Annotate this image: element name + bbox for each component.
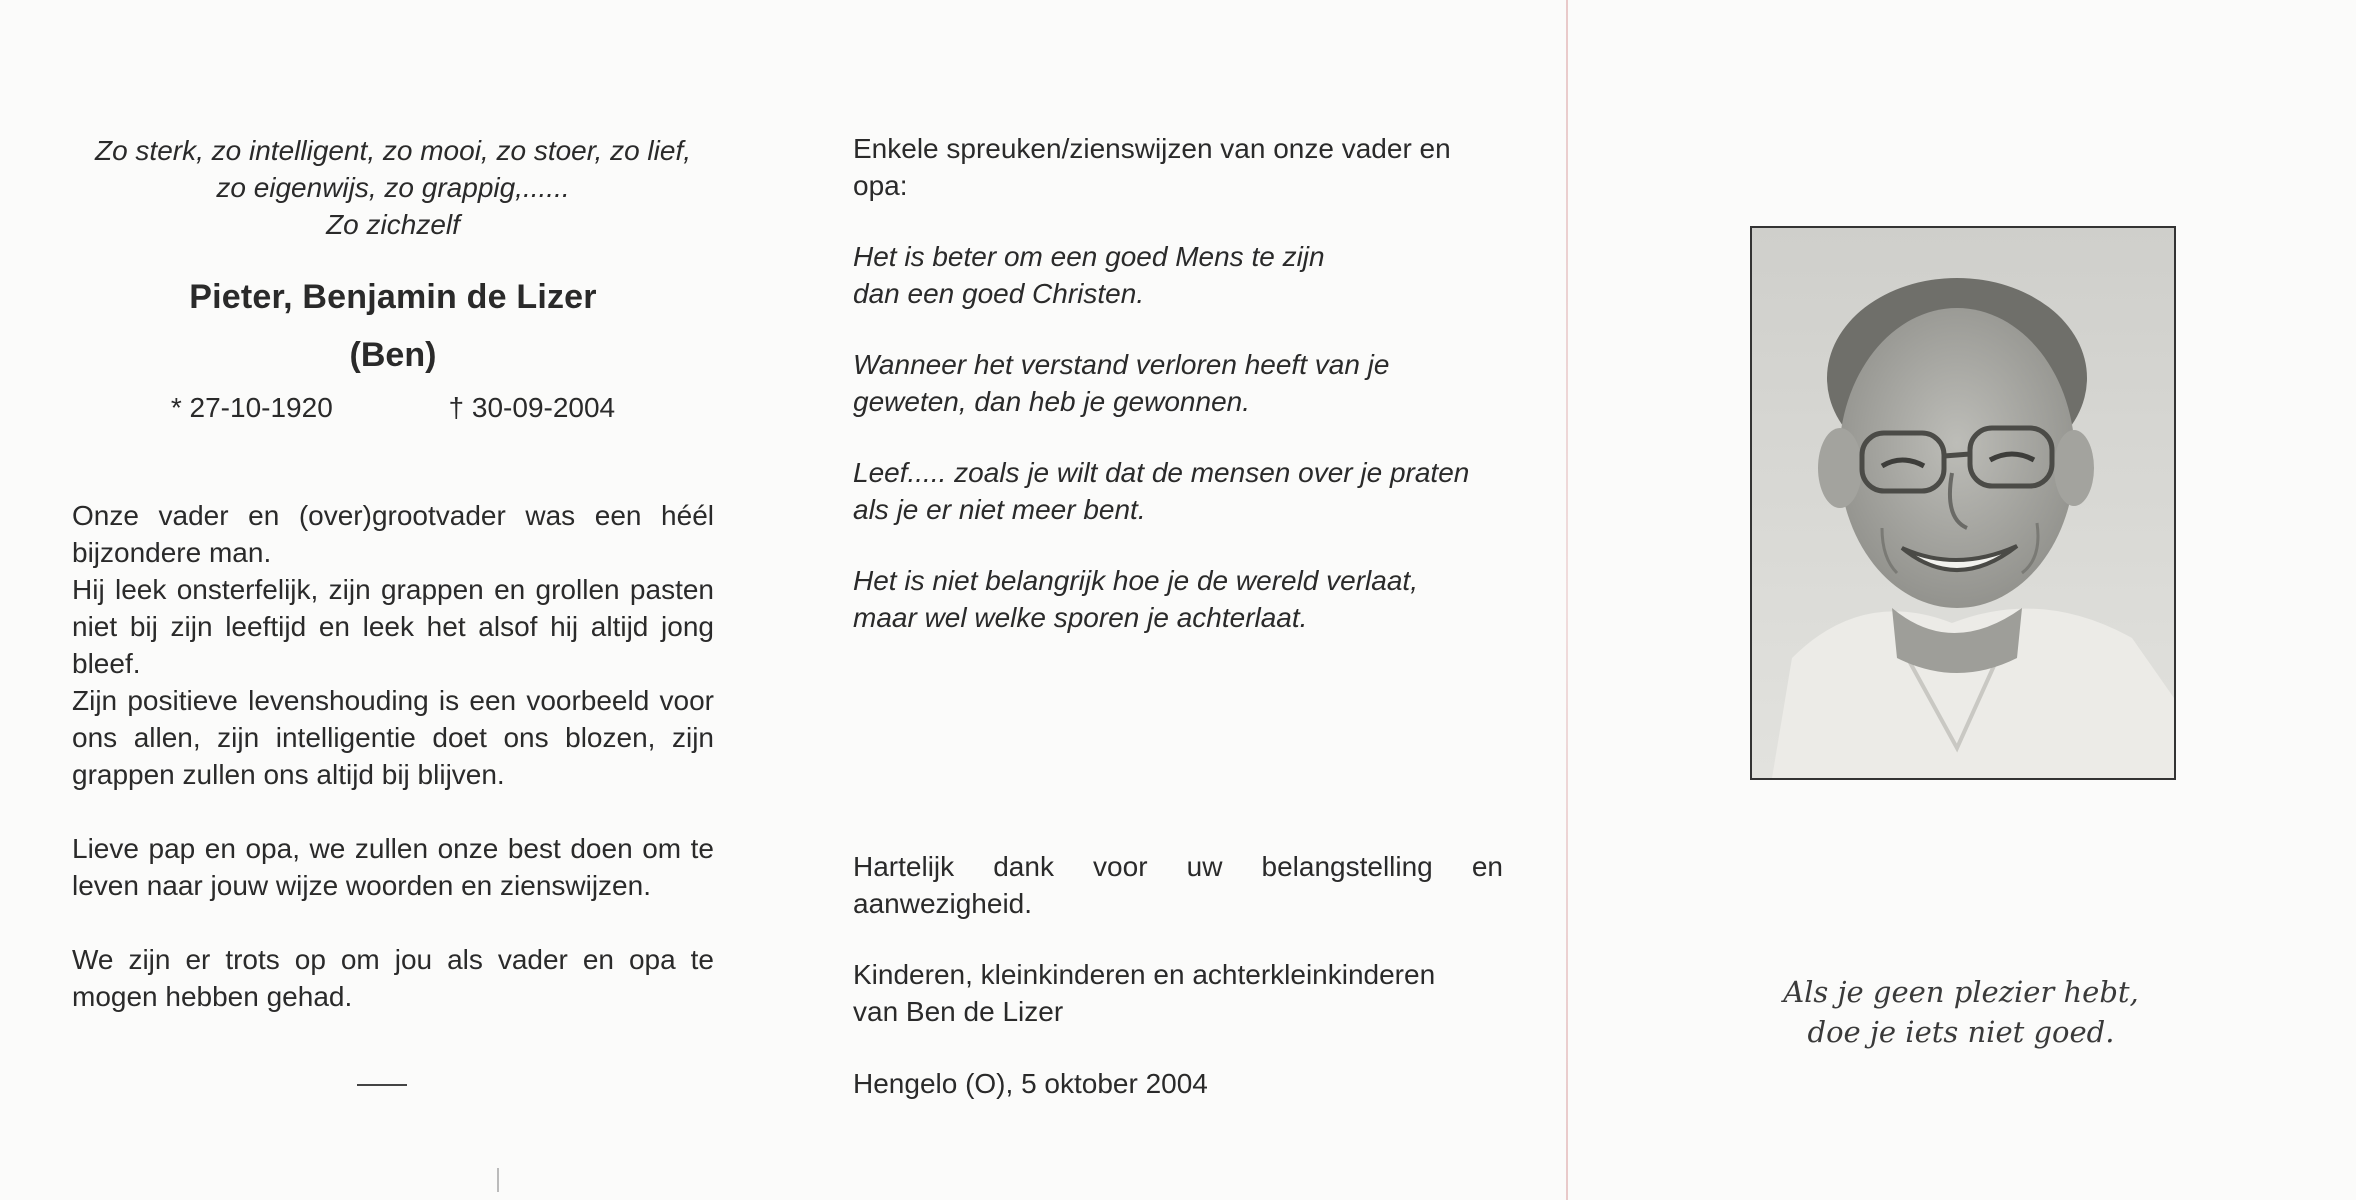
paragraph: Zijn positieve levenshouding is een voorbeeld voor ons allen, zijn intelligentie doet ons blozen, zijn grappen zullen ons altijd bij blijven. bbox=[72, 685, 714, 790]
saying-line: geweten, dan heb je gewonnen. bbox=[853, 386, 1250, 417]
deceased-name: Pieter, Benjamin de Lizer bbox=[189, 278, 597, 316]
quote-line: Zo sterk, zo intelligent, zo mooi, zo stoer, zo lief, bbox=[94, 135, 692, 166]
saying-line: dan een goed Christen. bbox=[853, 278, 1145, 309]
closing-dash bbox=[357, 1084, 407, 1086]
saying-line: Leef..... zoals je wilt dat de mensen over je praten bbox=[853, 457, 1470, 488]
saying bbox=[853, 562, 1503, 636]
saying-line: maar wel welke sporen je achterlaat. bbox=[853, 602, 1308, 633]
thanks-text: Hartelijk dank voor uw belangstelling en aanwezigheid. bbox=[853, 851, 1503, 919]
quote-line: zo eigenwijs, zo grappig,...... bbox=[216, 172, 570, 203]
signature-line: van Ben de Lizer bbox=[853, 996, 1064, 1027]
sayings-intro: Enkele spreuken/zienswijzen van onze vader en opa: bbox=[853, 133, 1451, 201]
saying-line: Wanneer het verstand verloren heeft van je bbox=[853, 349, 1390, 380]
portrait-illustration bbox=[1752, 228, 2174, 778]
saying-line: Het is beter om een goed Mens te zijn bbox=[853, 241, 1325, 272]
nickname: (Ben) bbox=[349, 336, 437, 374]
saying-line: Het is niet belangrijk hoe je de wereld verlaat, bbox=[853, 565, 1418, 596]
death-date: † 30-09-2004 bbox=[448, 392, 616, 423]
signature-line: Kinderen, kleinkinderen en achterkleinkinderen bbox=[853, 959, 1436, 990]
paragraph: Hij leek onsterfelijk, zijn grappen en grollen pasten niet bij zijn leeftijd en leek het alsof hij altijd jong bleef. bbox=[72, 574, 714, 679]
portrait-photo bbox=[1750, 226, 2176, 780]
sayings-list bbox=[853, 238, 1503, 670]
saying-line: als je er niet meer bent. bbox=[853, 494, 1146, 525]
place-date: Hengelo (O), 5 oktober 2004 bbox=[853, 1068, 1208, 1099]
closing-quote bbox=[1566, 972, 2356, 1052]
closing-line: doe je iets niet goed. bbox=[1807, 1015, 2115, 1049]
saying bbox=[853, 346, 1503, 420]
opening-quote bbox=[72, 132, 714, 243]
saying bbox=[853, 454, 1503, 528]
fold-tick bbox=[497, 1168, 499, 1192]
life-dates bbox=[72, 392, 714, 424]
birth-date: * 27-10-1920 bbox=[170, 392, 333, 423]
tribute-text bbox=[72, 497, 714, 1052]
paragraph: We zijn er trots op om jou als vader en opa te mogen hebben gehad. bbox=[72, 944, 714, 1012]
signature bbox=[853, 956, 1503, 1030]
thanks-block bbox=[853, 848, 1503, 1064]
quote-line: Zo zichzelf bbox=[326, 209, 460, 240]
saying bbox=[853, 238, 1503, 312]
paragraph: Lieve pap en opa, we zullen onze best doen om te leven naar jouw wijze woorden en zienswijzen. bbox=[72, 833, 714, 901]
paragraph: Onze vader en (over)grootvader was een héél bijzondere man. bbox=[72, 500, 714, 568]
closing-line: Als je geen plezier hebt, bbox=[1783, 975, 2139, 1009]
